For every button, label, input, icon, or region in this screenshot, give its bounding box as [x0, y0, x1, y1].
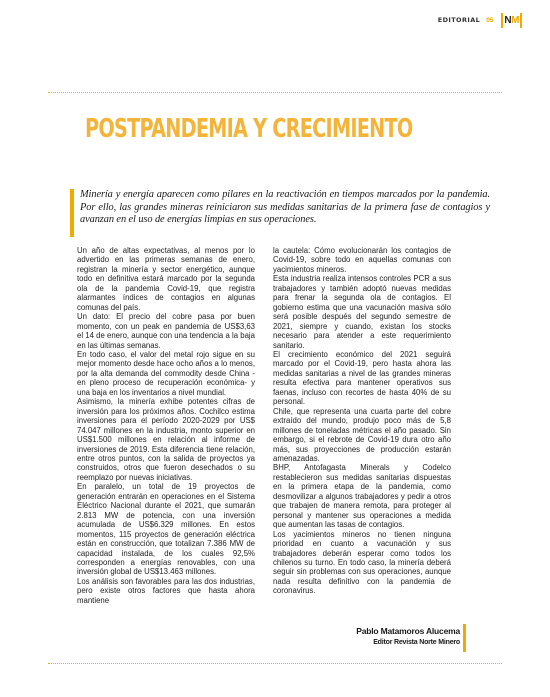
- body-paragraph: Chile, que representa una cuarta parte del cobre extraído del mundo, produjo poco más de 5,8 millones de toneladas métricas el año pasado. Sin embargo, si el rebrote de Covid-19 dura otro año más, sus proyecciones de producción estarán amenazadas.: [273, 406, 451, 463]
- signature-accent-bar: [463, 624, 466, 652]
- author-role: Editor Revista Norte Minero: [373, 639, 460, 646]
- page-title: POSTPANDEMIA Y CRECIMIENTO: [85, 114, 413, 144]
- body-paragraph: Los yacimientos mineros no tienen ninguna prioridad en cuanto a vacunación y sus trabajadores deberán esperar como todos los chilenos su turno. En todo caso, la minería deberá seguir sin problemas con sus operaciones, aunque nada resulta definitivo con la pandemia de coronavirus.: [273, 529, 451, 596]
- body-paragraph: Un año de altas expectativas, al menos por lo advertido en las primeras semanas de enero, registran la minería y sector energético, aunque todo en definitiva estará marcado por la segunda ola de la pandemia Covid-19, que registra alarmantes índices de contagios en algunas comunas del país.: [77, 246, 255, 312]
- body-paragraph: la cautela: Cómo evolucionarán los contagios de Covid-19, sobre todo en aquellas comunas con yacimientos mineros.: [273, 246, 451, 274]
- right-column: [273, 246, 451, 596]
- author-name: Pablo Matamoros Alucema: [356, 626, 460, 636]
- body-paragraph: Esta industria realiza intensos controles PCR a sus trabajadores y también adoptó nuevas medidas para frenar la segunda ola de contagios. El gobierno estima que una vacunación masiva sólo será posible después del segundo semestre de 2021, siempre y cuando, existan los stocks necesario para atender a este requerimiento sanitario.: [273, 274, 451, 350]
- page-header: [438, 12, 522, 28]
- top-divider: [48, 92, 502, 93]
- lead-paragraph: Minería y energía aparecen como pilares en la reactivación en tiempos marcados por la pandemia. Por ello, las grandes mineras reiniciaron sus medidas sanitarias de la primera fase de contagios y avanzan en el uso de energías limpias en sus operaciones.: [70, 189, 490, 237]
- logo-letter-n: N: [504, 14, 512, 26]
- body-paragraph: En todo caso, el valor del metal rojo sigue en su mejor momento desde hace ocho años a lo menos, por la alta demanda del commodity desde China -en pleno proceso de recuperación económica- y una baja en los inventarios a nivel mundial.: [77, 349, 255, 397]
- left-column: [77, 246, 255, 605]
- page-number: 05: [486, 16, 494, 24]
- body-paragraph: Asimismo, la minería exhibe potentes cifras de inversión para los próximos años. Cochilco estima inversiones para el período 2020-2029 por US$ 74.047 millones en la industria, monto superior en US$1.500 millones en relación al informe de inversiones de 2019. Esta diferencia tiene relación, entre otros puntos, con la salida de proyectos ya construidos, otros que fueron desechados o su reemplazo por nuevas iniciativas.: [77, 397, 255, 482]
- author-signature: [356, 626, 460, 646]
- body-paragraph: Los análisis son favorables para las dos industrias, pero existe otros factores que hasta ahora mantiene: [77, 576, 255, 605]
- body-paragraph: El crecimiento económico del 2021 seguirá marcado por el Covid-19, pero hasta ahora las medidas sanitarias a nivel de las grandes mineras resulta efectiva para mantener operativos sus faenas, incluso con recortes de hasta 40% de su personal.: [273, 349, 451, 407]
- body-paragraph: En paralelo, un total de 19 proyectos de generación entrarán en operaciones en el Sistema Eléctrico Nacional durante el 2021, que sumarán 2.813 MW de potencia, con una inversión acumulada de US$6.329 millones. En estos momentos, 115 proyectos de generación eléctrica están en construcción, que totalizan 7.386 MW de capacidad instalada, de los cuales 92,5% corresponden a energías renovables, con una inversión global de US$13.463 millones.: [77, 482, 255, 577]
- section-label: EDITORIAL: [437, 16, 481, 24]
- body-paragraph: Un dato: El precio del cobre pasa por buen momento, con un peak en pandemia de US$3,63 el 14 de enero, aunque con una tendencia a la baja en las últimas semanas.: [77, 312, 255, 350]
- bottom-divider: [48, 663, 502, 664]
- logo-letter-m: M: [511, 14, 519, 26]
- magazine-logo: [501, 13, 522, 28]
- body-paragraph: BHP, Antofagasta Minerals y Codelco restablecieron sus medidas sanitarias dispuestas en la primera etapa de la pandemia, como desmovilizar a algunos trabajadores y pedir a otros que trabajen de manera remota, para proteger al personal y mantener sus operaciones a medida que aumentan las tasas de contagios.: [273, 463, 451, 530]
